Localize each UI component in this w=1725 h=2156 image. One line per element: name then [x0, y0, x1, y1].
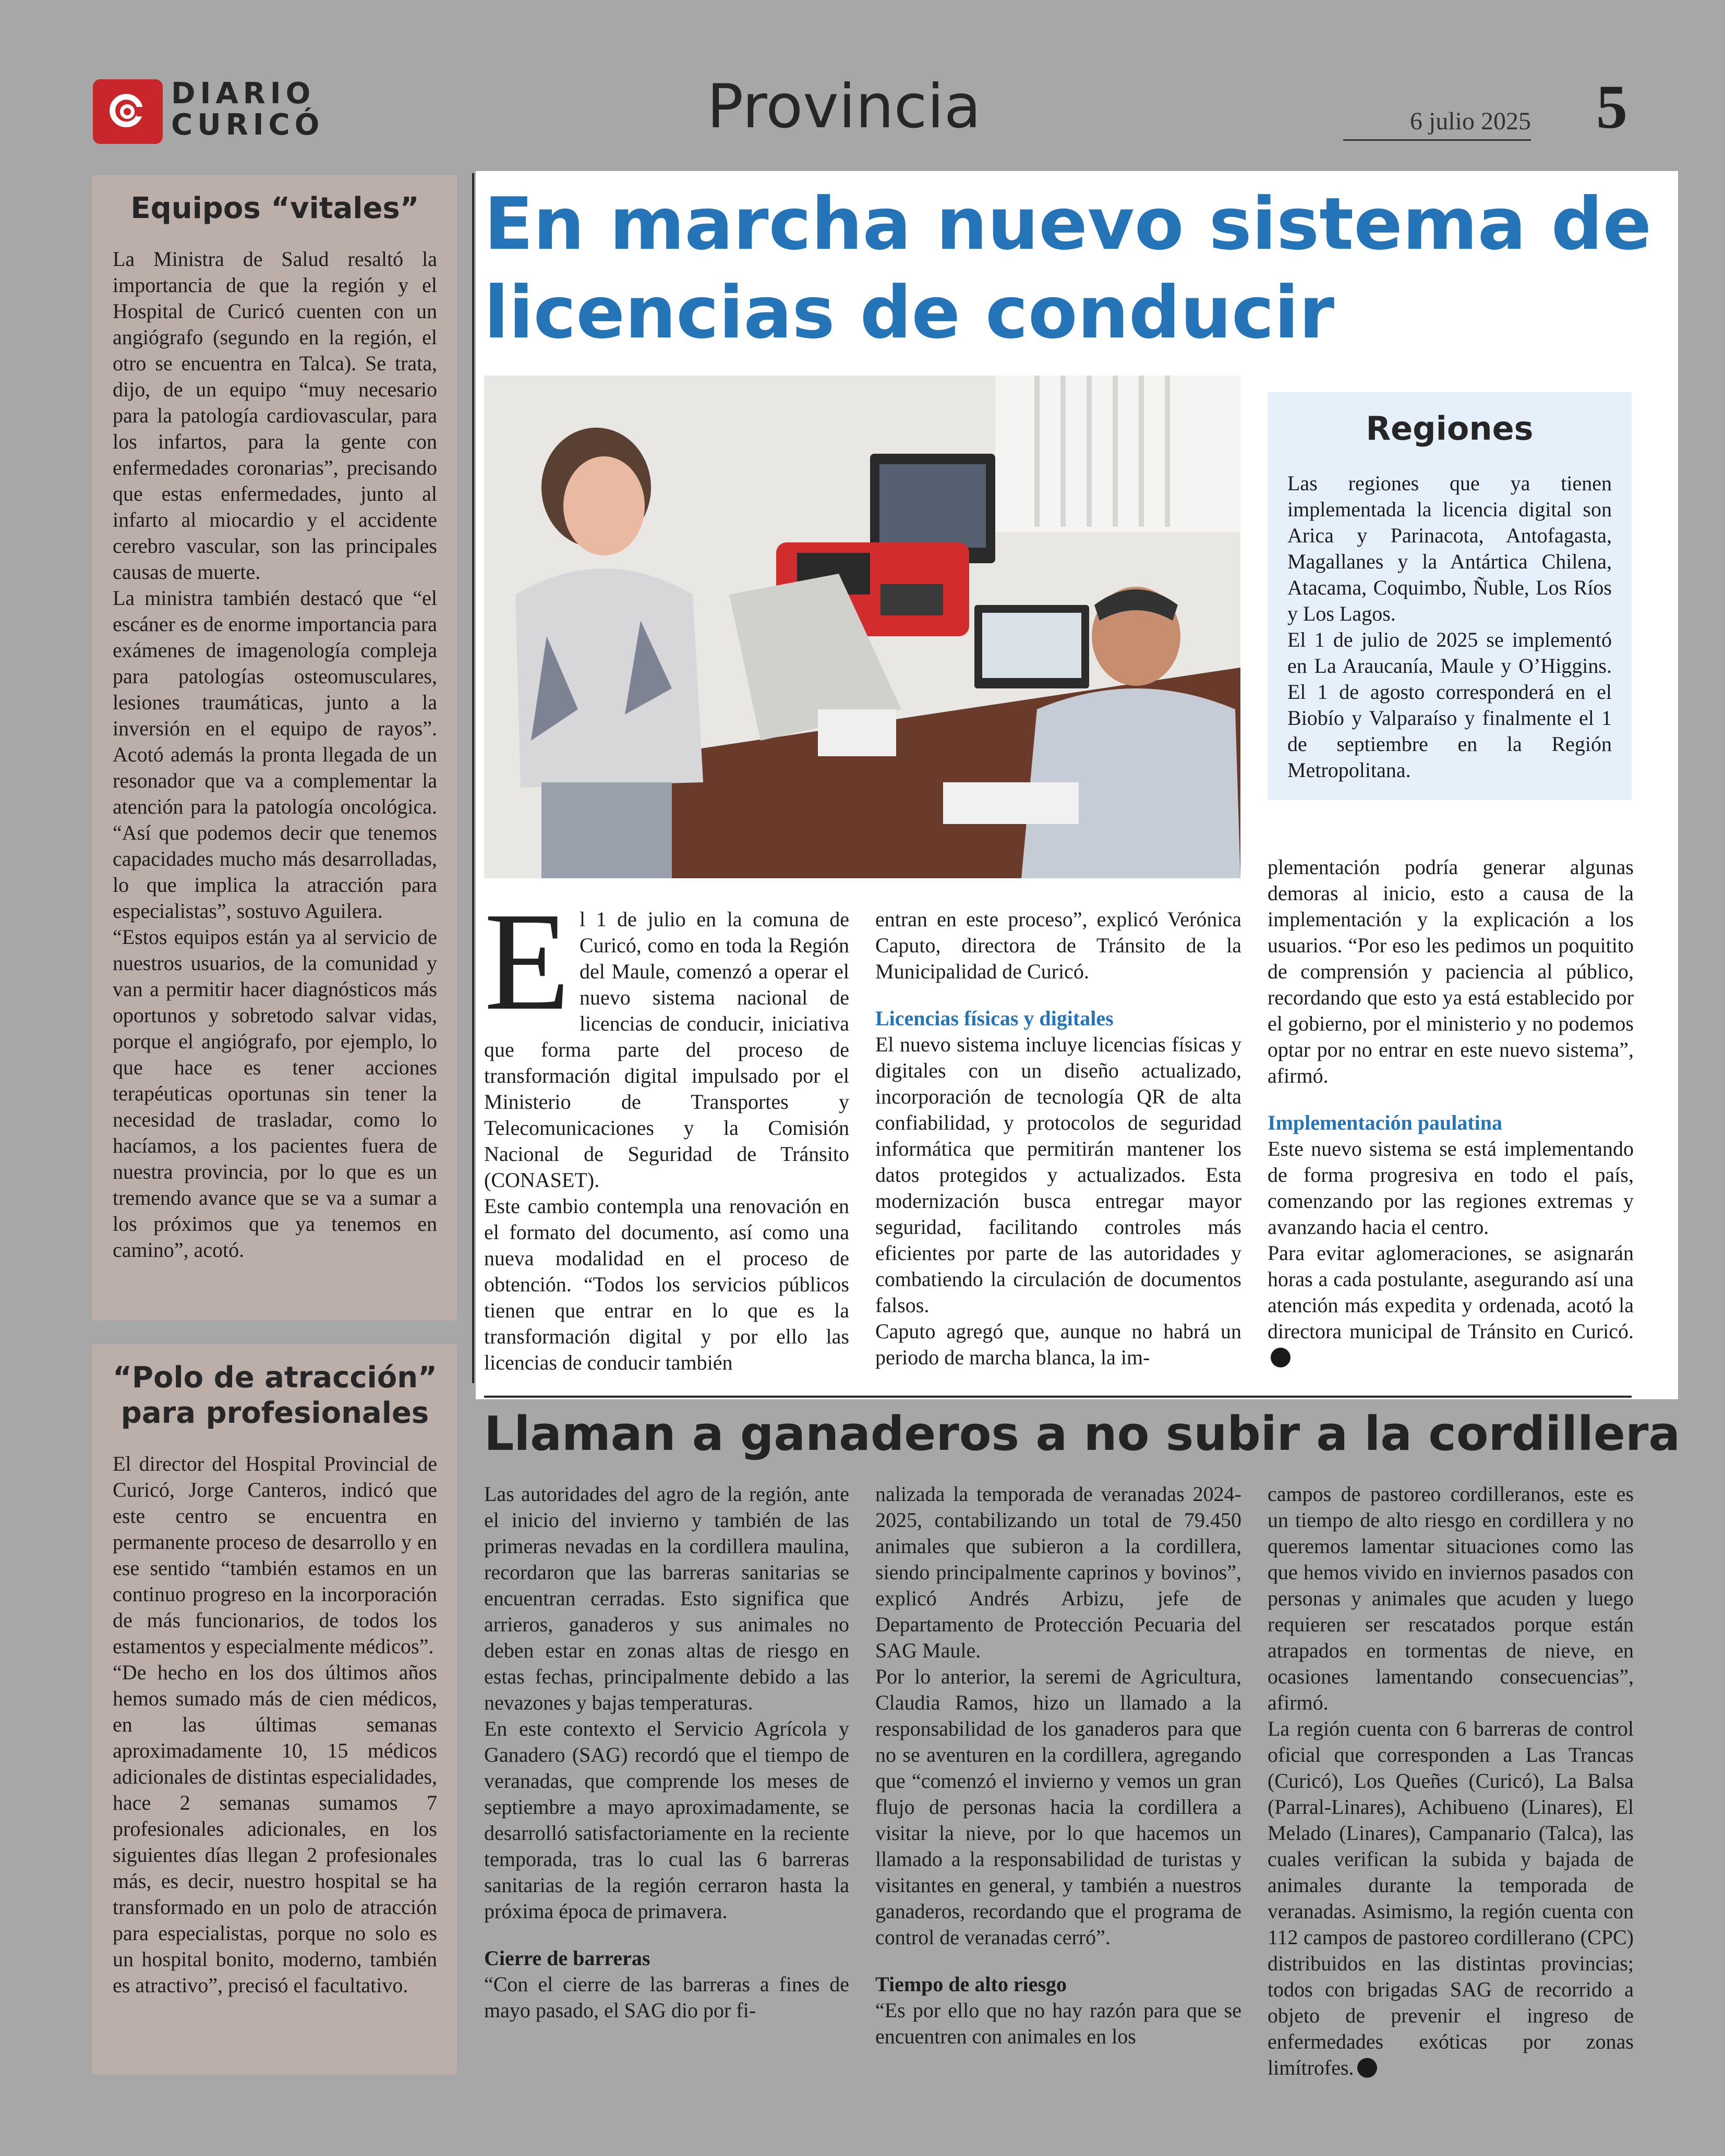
photo-illustration — [484, 376, 1240, 878]
sidebar-title: Equipos “vitales” — [130, 191, 419, 225]
sidebar-polo-atraccion — [92, 1345, 457, 2075]
end-mark-icon — [1357, 2058, 1377, 2078]
subheading: Implementación paulatina — [1268, 1111, 1503, 1134]
sidebar-body — [113, 1451, 437, 1998]
logo-gap — [137, 107, 148, 116]
regions-paragraph: El 1 de julio de 2025 se implementó en La Araucanía, Maule y O’Higgins. El 1 de agosto corresponderá en el Biobío y Valparaíso y finalmente el 1 de septiembre en la Región Metropolitana. — [1287, 628, 1612, 782]
sidebar-paragraph: “De hecho en los dos últimos años hemos sumado más de cien médicos, en las últimas semanas aproximadamente 10, 15 médicos adicionales de distintas especialidades, hace 2 semanas sumamos 7 profesionales adicionales, en los siguientes días llegan 2 profesionales más, es decir, nuestro hospital se ha transformado en un polo de atracción para especialistas, porque no solo es un hospital bonito, moderno, también es atractivo”, precisó el facultativo. — [113, 1661, 438, 1997]
article-paragraph — [1268, 1240, 1634, 1371]
article2-column-1 — [484, 1481, 849, 2024]
subheading: Cierre de barreras — [484, 1946, 650, 1970]
brand-line1: DIARIO — [171, 77, 316, 111]
subheading: Licencias físicas y digitales — [875, 1007, 1114, 1030]
article-paragraph: campos de pastoreo cordilleranos, este es un tiempo de alto riesgo en cordillera y no queremos lamentar situaciones como las que hemos vivido en inviernos pasados con personas y animales que acuden y luego requieren ser rescatados porque están atrapados en tormentas de nieve, en ocasiones lamentando consecuencias”, afirmó. — [1268, 1482, 1634, 1714]
sidebar-equipos-vitales — [92, 175, 457, 1321]
article-paragraph: “Es por ello que no hay razón para que se encuentren con animales en los — [875, 1998, 1241, 2048]
regions-paragraph: Las regiones que ya tienen implementada la licencia digital son Arica y Parinacota, Antofagasta, Magallanes y la Antártica Chilena, Atacama, Coquimbo, Ñuble, Los Ríos y Los Lagos. — [1287, 471, 1612, 625]
end-mark-icon — [1271, 1348, 1290, 1367]
article-paragraph: Este nuevo sistema se está implementando de forma progresiva en todo el país, comenzando por las regiones extremas y avanzando hacia el centro. — [1268, 1137, 1634, 1239]
subheading: Tiempo de alto riesgo — [875, 1972, 1067, 1996]
sidebar-paragraph: La Ministra de Salud resaltó la importancia de que la región y el Hospital de Curicó cuenten con un angiógrafo (segundo en la región, el otro se encuentra en Talca). Se trata, dijo, de un equipo “muy necesario para la patología cardiovascular, para los infartos, para la gente con enfermedades coronarias”, precisando que estas enfermedades, junto al infarto al miocardio y el accidente cerebro vascular, son las principales causas de muerte. — [113, 247, 437, 584]
article-paragraph: l 1 de julio en la comuna de Curicó, como en toda la Región del Maule, comenzó a operar el nuevo sistema nacional de licencias de conducir, iniciativa que forma parte del proceso de transformación digital impulsado por el Ministerio de Transportes y Telecomunicaciones y la Comisión Nacional de Seguridad de Tránsito (CONASET). — [484, 907, 849, 1192]
article2-column-2 — [875, 1481, 1241, 2050]
sidebar-body — [113, 246, 437, 1263]
article-separator — [484, 1396, 1632, 1398]
regions-box — [1268, 392, 1632, 800]
article2-headline: Llaman a ganaderos a no subir a la cordillera — [484, 1407, 1681, 1461]
issue-date: 6 julio 2025 — [1343, 107, 1531, 141]
logo-ring-inner — [120, 104, 135, 119]
page-number: 5 — [1596, 72, 1627, 141]
drop-cap: E — [484, 883, 570, 1039]
article-paragraph: Caputo agregó que, aunque no habrá un periodo de marcha blanca, la im- — [875, 1319, 1241, 1369]
brand-line2: CURICÓ — [171, 108, 324, 142]
article-paragraph: Por lo anterior, la seremi de Agricultura, Claudia Ramos, hizo un llamado a la responsabilidad de los ganaderos para que no se aventuren en la cordillera, agregando que “comenzó el invierno y vemos un gran flujo de personas hacia la cordillera a visitar la nieve, por lo que hacemos un llamado a la responsabilidad de turistas y visitantes en general, y también a nuestros ganaderos, recordando que el programa de control de veranadas cerró”. — [875, 1665, 1241, 1949]
article-photo — [484, 376, 1240, 878]
sidebar-title: “Polo de atracción” para profesionales — [113, 1361, 437, 1430]
regions-title: Regiones — [1366, 409, 1534, 447]
article-paragraph: plementación podría generar algunas demoras al inicio, esto a causa de la implementación y la explicación a los usuarios. “Por eso les pedimos un poquitito de comprensión y paciencia al público, recordando que esto ya está establecido por el gobierno, por el ministerio y no podemos optar por no entrar en este nuevo sistema”, afirmó. — [1268, 855, 1634, 1087]
sidebar-paragraph: El director del Hospital Provincial de Curicó, Jorge Canteros, indicó que este centro se encuentra en permanente proceso de desarrollo y en ese sentido “también estamos en un continuo progreso en la incorporación de más funcionarios, de todos los estamentos y especialmente médicos”. — [113, 1452, 437, 1658]
regions-body — [1287, 470, 1612, 783]
sidebar-paragraph: La ministra también destacó que “el escáner es de enorme importancia para exámenes de imagenología compleja para patologías osteomusculares, lesiones traumáticas, junto a la inversión en el equipo de rayos”. Acotó además la pronta llegada de un resonador que va a complementar la atención para la patología oncológica. “Así que podemos decir que tenemos capacidades mucho más desarrolladas, lo que implica la atracción para especialistas”, sostuvo Aguilera. — [113, 586, 437, 923]
article-paragraph: nalizada la temporada de veranadas 2024-2025, contabilizando un total de 79.450 animales que subieron a la cordillera, siendo principalmente caprinos y bovinos”, explicó Andrés Arbizu, jefe de Departamento de Protección Pecuaria del SAG Maule. — [875, 1482, 1241, 1662]
article-text: Para evitar aglomeraciones, se asignarán horas a cada postulante, asegurando así una atención más expedita y ordenada, acotó la directora municipal de Tránsito en Curicó. — [1268, 1241, 1634, 1343]
article-paragraph: En este contexto el Servicio Agrícola y Ganadero (SAG) recordó que el tiempo de veranadas, que comprende los meses de septiembre a mayo aproximadamente, se desarrolló satisfactoriamente en la reciente temporada, tras lo cual las 6 barreras sanitarias de la región cerraron hasta la próxima época de primavera. — [484, 1717, 849, 1923]
brand-name — [171, 78, 324, 141]
article-paragraph: El nuevo sistema incluye licencias físicas y digitales con un diseño actualizado, incorporación de tecnología QR de alta confiabilidad, y protocolos de seguridad informática que permitirán mantener los datos protegidos y actualizados. Esta modernización busca entregar mayor seguridad, facilitando controles más eficientes por parte de las autoridades y combatiendo la circulación de documentos falsos. — [875, 1033, 1241, 1317]
article-paragraph: Este cambio contempla una renovación en el formato del documento, así como una nueva modalidad en el proceso de obtención. “Todos los servicios públicos tienen que entrar en lo que es la transformación digital y por ello las licencias de conducir también — [484, 1194, 849, 1374]
article-paragraph: entran en este proceso”, explicó Verónica Caputo, directora de Tránsito de la Municipalidad de Curicó. — [875, 907, 1241, 983]
article-paragraph — [1268, 1716, 1634, 2081]
article1-column-3 — [1268, 854, 1634, 1371]
article-text: La región cuenta con 6 barreras de control oficial que corresponden a Las Trancas (Curicó), Los Queñes (Curicó), La Balsa (Parral-Linares), Achibueno (Linares), El Melado (Linares), Campanario (Talca), las cuales verifican la subida y bajada de animales durante la temporada de veranadas. Asimismo, la región cuenta con 112 campos de pastoreo cordillerano (CPC) distribuidos en las distintas provincias; todos con brigadas SAG de recorrido a objeto de prevenir el ingreso de enfermedades exóticas por zonas limítrofes. — [1268, 1717, 1634, 2079]
article-headline: En marcha nuevo sistema de licencias de conducir — [484, 182, 1652, 355]
sidebar-paragraph: “Estos equipos están ya al servicio de nuestros usuarios, de la comunidad y van a permitir hacer diagnósticos más oportunos y sobretodo salvar vidas, porque el angiógrafo, por ejemplo, lo que hace es tener acciones terapéuticas oportunas sin tener la necesidad de trasladar, como lo hacíamos, a los pacientes fuera de nuestra provincia, por lo que es un tremendo avance que se va a sumar a los próximos que ya tenemos en camino”, acotó. — [113, 925, 437, 1262]
article2-column-3 — [1268, 1481, 1634, 2081]
article-paragraph: Las autoridades del agro de la región, ante el inicio del invierno y también de las primeras nevadas en la cordillera maulina, recordaron que las barreras sanitarias se encuentran cerradas. Esto significa que arrieros, ganaderos y sus animales no deben estar en zonas altas de riesgo en estas fechas, principalmente debido a las nevazones y bajas temperaturas. — [484, 1482, 849, 1714]
article1-column-2 — [875, 906, 1241, 1371]
section-title: Provincia — [707, 71, 981, 142]
article-paragraph: “Con el cierre de las barreras a fines de mayo pasado, el SAG dio por fi- — [484, 1972, 849, 2022]
column-divider — [472, 173, 474, 1383]
article1-column-1 — [484, 883, 849, 1376]
